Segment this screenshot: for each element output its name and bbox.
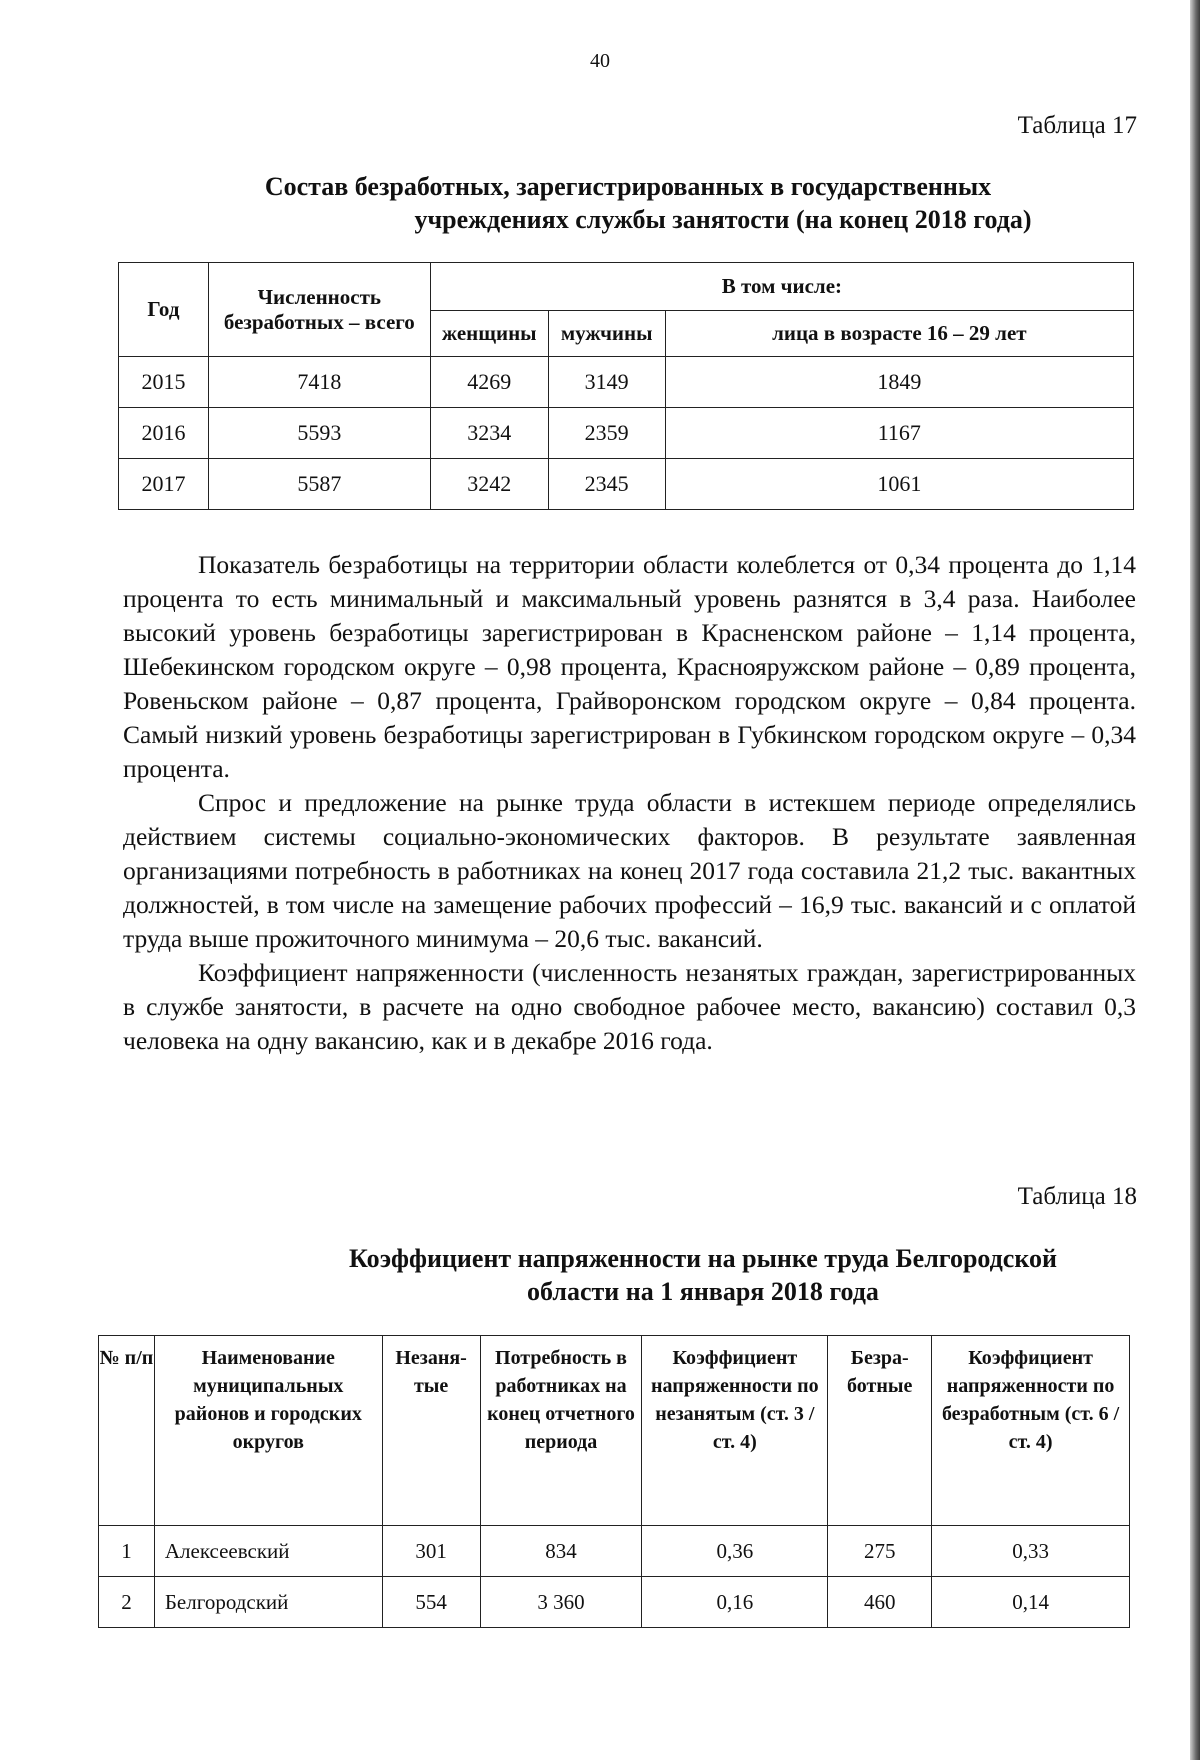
table-18-title — [118, 1242, 1138, 1308]
header-idle: Незаня-тые — [382, 1336, 480, 1526]
header-men: мужчины — [548, 311, 665, 357]
header-year: Год — [119, 263, 209, 357]
cell-num: 1 — [99, 1526, 155, 1577]
table-18-title-line2: области на 1 января 2018 года — [527, 1277, 879, 1306]
cell-women: 3234 — [430, 408, 548, 459]
cell-youth: 1849 — [665, 357, 1133, 408]
cell-name: Белгородский — [154, 1577, 382, 1628]
cell-name: Алексеевский — [154, 1526, 382, 1577]
header-including: В том числе: — [430, 263, 1133, 311]
cell-demand: 834 — [480, 1526, 642, 1577]
cell-idle: 554 — [382, 1577, 480, 1628]
labor-tension-table — [98, 1335, 1130, 1628]
header-total: Численность безработных – всего — [208, 263, 430, 357]
cell-jobless: 275 — [828, 1526, 932, 1577]
cell-demand: 3 360 — [480, 1577, 642, 1628]
table-row — [119, 459, 1134, 510]
body-text — [123, 548, 1136, 1058]
cell-women: 3242 — [430, 459, 548, 510]
cell-year: 2017 — [119, 459, 209, 510]
scan-edge-shadow — [1190, 0, 1200, 1760]
paragraph: Показатель безработицы на территории области колеблется от 0,34 процента до 1,14 процента то есть минимальный и максимальный уровень разнятся в 3,4 раза. Наиболее высокий уровень безработицы зарегистрирован в Красненском районе – 1,14 процента, Шебекинском городском округе – 0,98 процента, Краснояружском районе – 0,89 процента, Ровеньском районе – 0,87 процента, Грайворонском городском округе – 0,84 процента. Самый низкий уровень безработицы зарегистрирован в Губкинском городском округе – 0,34 процента. — [123, 550, 1136, 783]
table-row — [99, 1526, 1130, 1577]
cell-jobless: 460 — [828, 1577, 932, 1628]
table-17-title-line1: Состав безработных, зарегистрированных в государственных — [264, 172, 992, 201]
table-row — [119, 408, 1134, 459]
cell-men: 2359 — [548, 408, 665, 459]
table-18-caption: Таблица 18 — [1017, 1183, 1137, 1210]
table-17-caption: Таблица 17 — [1017, 112, 1137, 139]
table-18-title-line1: Коэффициент напряженности на рынке труда Белгородской — [349, 1244, 1057, 1273]
header-name: Наименование муниципальных районов и городских округов — [154, 1336, 382, 1526]
header-jobless: Безра-ботные — [828, 1336, 932, 1526]
cell-coef-jobless: 0,33 — [932, 1526, 1130, 1577]
cell-idle: 301 — [382, 1526, 480, 1577]
table-row — [119, 357, 1134, 408]
cell-men: 2345 — [548, 459, 665, 510]
cell-total: 5587 — [208, 459, 430, 510]
header-women: женщины — [430, 311, 548, 357]
cell-youth: 1061 — [665, 459, 1133, 510]
table-17-title-line2: учреждениях службы занятости (на конец 2018 года) — [414, 205, 1032, 234]
paragraph: Спрос и предложение на рынке труда области в истекшем периоде определялись действием системы социально-экономических факторов. В результате заявленная организациями потребность в работниках на конец 2017 года составила 21,2 тыс. вакантных должностей, в том числе на замещение рабочих профессий – 16,9 тыс. вакансий и с оплатой труда выше прожиточного минимума – 20,6 тыс. вакансий. — [123, 788, 1136, 953]
cell-num: 2 — [99, 1577, 155, 1628]
paragraph: Коэффициент напряженности (численность незанятых граждан, зарегистрированных в службе занятости, в расчете на одно свободное рабочее место, вакансию) составил 0,3 человека на одну вакансию, как и в декабре 2016 года. — [123, 958, 1136, 1055]
unemployed-structure-table — [118, 262, 1134, 510]
page-number: 40 — [590, 50, 610, 72]
header-demand: Потребность в работниках на конец отчетного периода — [480, 1336, 642, 1526]
cell-total: 7418 — [208, 357, 430, 408]
cell-year: 2015 — [119, 357, 209, 408]
cell-women: 4269 — [430, 357, 548, 408]
cell-coef-jobless: 0,14 — [932, 1577, 1130, 1628]
header-coef-idle: Коэффициент напряженности по незанятым (ст. 3 / ст. 4) — [642, 1336, 828, 1526]
header-num: № п/п — [99, 1336, 155, 1526]
cell-coef-idle: 0,36 — [642, 1526, 828, 1577]
table-17-title — [118, 170, 1138, 236]
cell-youth: 1167 — [665, 408, 1133, 459]
cell-year: 2016 — [119, 408, 209, 459]
cell-coef-idle: 0,16 — [642, 1577, 828, 1628]
cell-total: 5593 — [208, 408, 430, 459]
cell-men: 3149 — [548, 357, 665, 408]
header-coef-jobless: Коэффициент напряженности по безработным (ст. 6 / ст. 4) — [932, 1336, 1130, 1526]
table-row — [99, 1577, 1130, 1628]
header-youth: лица в возрасте 16 – 29 лет — [665, 311, 1133, 357]
